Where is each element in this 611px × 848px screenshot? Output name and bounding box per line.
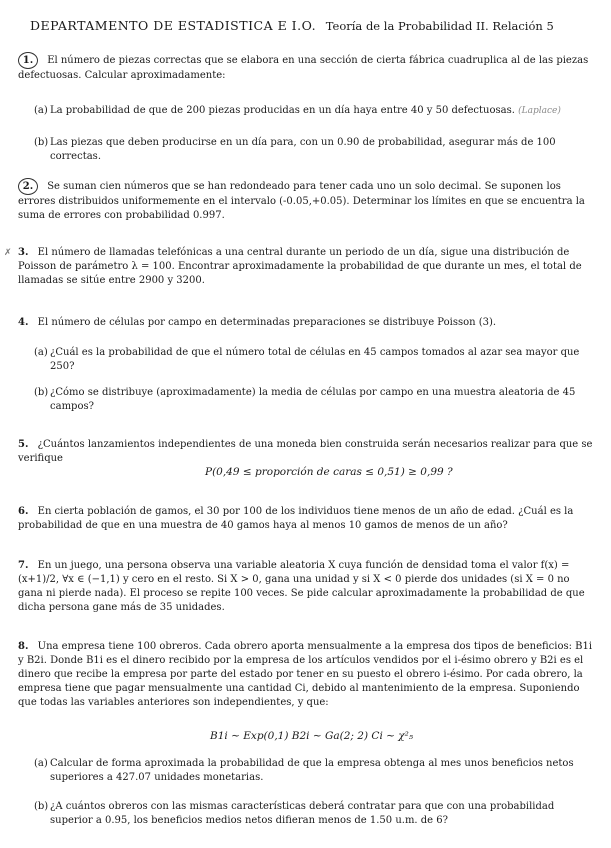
part-label: (a): [34, 758, 48, 769]
problem-number-circled: 2.: [18, 178, 38, 195]
problem-3: [18, 246, 594, 288]
part-label: (a): [34, 105, 48, 116]
problem-5: [18, 438, 594, 466]
probability-formula: P(0,49 ≤ proporción de caras ≤ 0,51) ≥ 0,99 ?: [205, 466, 453, 478]
page-header: [30, 18, 590, 33]
part-text: La probabilidad de que de 200 piezas producidas en un día haya entre 40 y 50 defectuosas.: [50, 105, 515, 116]
problem-text: El número de llamadas telefónicas a una central durante un periodo de un día, sigue una distribución de Poisson de parámetro λ = 100. Encontrar aproximadamente la probabilidad de que durante un mes, el total de llamadas se sitúe entre 2900 y 3200.: [18, 247, 582, 286]
part-label: (b): [34, 137, 49, 148]
problem-number: 8.: [18, 641, 29, 652]
problem-number: 5.: [18, 439, 29, 450]
problem-8-part-b: [34, 800, 590, 827]
distribution-formula: B1i ∼ Exp(0,1) B2i ∼ Ga(2; 2) Ci ∼ χ²₅: [210, 730, 414, 742]
problem-4-part-a: [34, 346, 590, 373]
problem-8: [18, 640, 594, 710]
course-title: Teoría de la Probabilidad II. Relación 5: [325, 19, 554, 33]
problem-2: [18, 178, 594, 223]
handwritten-note: (Laplace): [518, 106, 561, 116]
problem-1: [18, 52, 594, 83]
problem-number: 7.: [18, 560, 29, 571]
check-mark-icon: ✗: [4, 248, 12, 258]
problem-1-part-b: [34, 136, 590, 163]
problem-8-part-a: [34, 757, 590, 784]
problem-4: [18, 316, 594, 330]
part-text: Calcular de forma aproximada la probabilidad de que la empresa obtenga al mes unos beneficios netos superiores a 427.07 unidades monetarias.: [50, 758, 574, 783]
problem-6: [18, 505, 594, 533]
problem-text: Se suman cien números que se han redondeado para tener cada uno un solo decimal. Se suponen los errores distribuidos uniformemente en el intervalo (-0.05,+0.05). Determinar los límites en que se encuentra la suma de errores con probabilidad 0.997.: [18, 181, 585, 221]
part-label: (b): [34, 387, 49, 398]
problem-text: ¿Cuántos lanzamientos independientes de una moneda bien construida serán necesarios realizar para que se verifique: [18, 439, 593, 464]
problem-number-circled: 1.: [18, 52, 38, 69]
department-title: DEPARTAMENTO DE ESTADISTICA E I.O.: [30, 18, 317, 33]
problem-number: 6.: [18, 506, 29, 517]
problem-text: El número de piezas correctas que se elabora en una sección de cierta fábrica cuadruplica al de las piezas defectuosas. Calcular aproximadamente:: [18, 55, 589, 81]
part-text: ¿A cuántos obreros con las mismas características deberá contratar para que con una probabilidad superior a 0.95, los beneficios medios netos difieran menos de 1.50 u.m. de 6?: [50, 801, 555, 826]
problem-text: Una empresa tiene 100 obreros. Cada obrero aporta mensualmente a la empresa dos tipos de beneficios: B1i y B2i. Donde B1i es el dinero recibido por la empresa de los artículos vendidos por el i-ésimo obrero y B2i es el dinero que recibe la empresa por parte del estado por tener en su puesto el obrero i-ésimo. Por cada obrero, la empresa tiene que pagar mensualmente una cantidad Ci, debido al mantenimiento de la empresa. Suponiendo que todas las variables anteriores son independientes, y que:: [18, 641, 593, 708]
problem-1-part-a: [34, 104, 590, 119]
part-text: ¿Cuál es la probabilidad de que el número total de células en 45 campos tomados al azar sea mayor que 250?: [50, 347, 580, 372]
problem-4-part-b: [34, 386, 590, 413]
part-label: (b): [34, 801, 49, 812]
problem-text: En un juego, una persona observa una variable aleatoria X cuya función de densidad toma el valor f(x) = (x+1)/2, ∀x ∈ (−1,1) y cero en el resto. Si X > 0, gana una unidad y si X < 0 pierde dos unidades (si X = 0 no gana ni pierde nada). El proceso se repite 100 veces. Se pide calcular aproximadamente la probabilidad de que dicha persona gane más de 35 unidades.: [18, 560, 585, 613]
problem-text: El número de células por campo en determinadas preparaciones se distribuye Poisson (3).: [37, 317, 497, 328]
part-label: (a): [34, 347, 48, 358]
problem-7: [18, 559, 594, 615]
part-text: ¿Cómo se distribuye (aproximadamente) la media de células por campo en una muestra aleatoria de 45 campos?: [50, 387, 576, 412]
part-text: Las piezas que deben producirse en un día para, con un 0.90 de probabilidad, asegurar más de 100 correctas.: [50, 137, 556, 162]
problem-number: 3.: [18, 247, 29, 258]
problem-text: En cierta población de gamos, el 30 por 100 de los individuos tiene menos de un año de edad. ¿Cuál es la probabilidad de que en una muestra de 40 gamos haya al menos 10 gamos de menos de un año?: [18, 506, 574, 531]
problem-number: 4.: [18, 317, 29, 328]
